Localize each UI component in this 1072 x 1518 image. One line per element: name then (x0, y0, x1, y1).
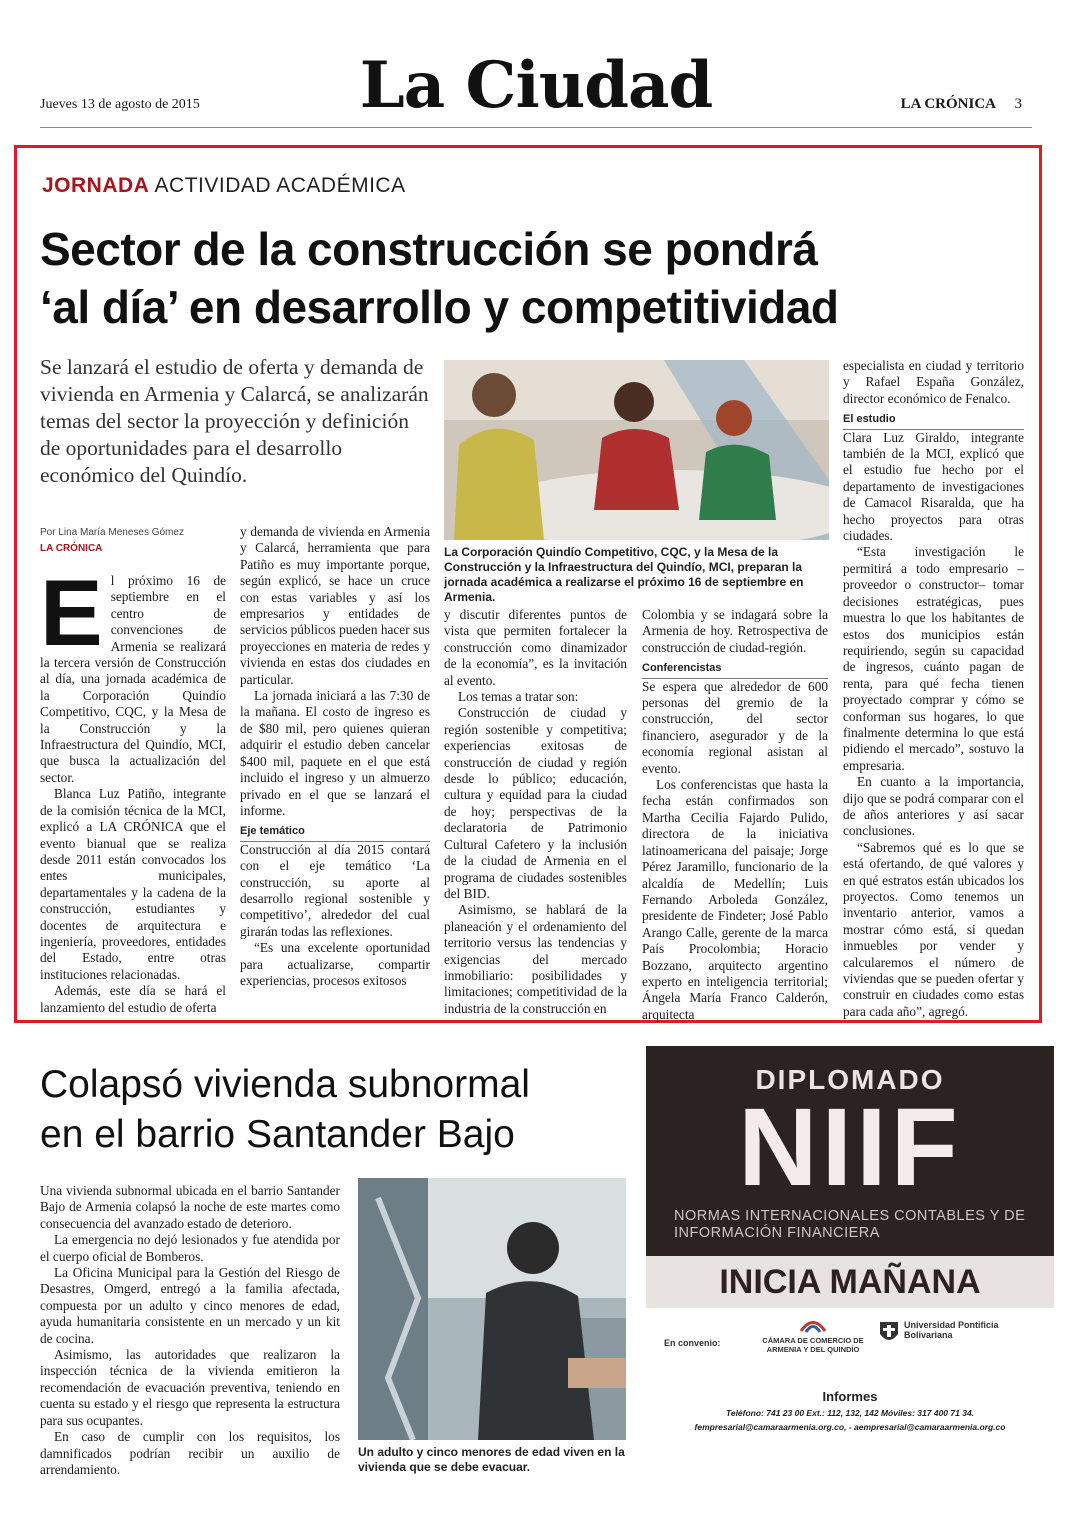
paragraph: Asimismo, las autoridades que realizaron la inspección técnica de la vivienda emitieron la recomendación de evacuación preventiva, teniendo en cuenta su estado y el riesgo que representa la estructura para sus ocupantes. (40, 1347, 340, 1428)
issue-date: Jueves 13 de agosto de 2015 (40, 97, 200, 112)
paragraph: l próximo 16 de septiembre en el centro de convenciones de Armenia se realizará la tercera versión de Construcción al día, una jornada académica de la Corporación Quindío Competitivo, CQC, y la Mesa de la Construcción y la Infraestructura del Quindío, MCI, que busca la actualización del sector. (40, 573, 226, 785)
article2-body (40, 1183, 340, 1478)
diplomado-ad (646, 1046, 1054, 1452)
paragraph: Construcción de ciudad y región sostenible y competitiva; experiencias exitosas de construcción de ciudad y región desde lo público; educación, cultura y equidad para la ciudad de hoy; perspectivas de la declaratoria de Patrimonio Cultural Cafetero y la inclusión de la ciudad de Armenia en el programa de ciudades sostenibles del BID. (444, 705, 627, 901)
meeting-photo-illustration (444, 360, 829, 540)
article-headline (40, 220, 1040, 336)
ad-big-text: NIIF (738, 1086, 962, 1209)
headline2-line-1: Colapsó vivienda subnormal (40, 1063, 530, 1106)
paragraph: Se espera que alrededor de 600 personas del gremio de la construcción, del sector financiero, asegurador y de la economía regional asistan al evento. (642, 678, 828, 776)
drop-cap: E (40, 560, 103, 665)
paragraph: y demanda de vivienda en Armenia y Calarcá, herramienta que para Patiño es muy importante porque, según explicó, se hace un cruce con estas variables y así los empresarios y entidades de servicios públicos pueden hacer sus proyecciones en materia de redes y vivienda en estas dos ciudades en particular. (240, 524, 430, 687)
paragraph: Colombia y se indagará sobre la Armenia de hoy. Retrospectiva de construcción de ciudad-región. (642, 607, 828, 655)
section-title: La Ciudad (359, 48, 713, 123)
paragraph: En cuanto a la importancia, dijo que se podrá comparar con el de años anteriores y así sacar conclusiones. (843, 774, 1024, 839)
paragraph: Además, este día se hará el lanzamiento del estudio de oferta (40, 983, 226, 1015)
upb-shield-icon (878, 1320, 900, 1346)
headline-line-1: Sector de la construcción se pondrá (40, 223, 818, 275)
ad-convenio: En convenio: (664, 1338, 721, 1348)
house-photo (358, 1178, 626, 1440)
paragraph: Asimismo, se hablará de la planeación y el ordenamiento del territorio versus las tendencias y exigencias del mercado inmobiliario: posibilidades y limitaciones; competitividad de la industria de la construcción en (444, 902, 627, 1016)
article-column-2 (240, 524, 430, 989)
paragraph: La emergencia no dejó lesionados y fue atendida por el cuerpo oficial de Bomberos. (40, 1232, 340, 1264)
upb-logo-text: Universidad Pontificia Bolivariana (904, 1320, 999, 1340)
camara-comercio-logo (758, 1318, 868, 1354)
paragraph: Una vivienda subnormal ubicada en el barrio Santander Bajo de Armenia colapsó la noche de este martes como consecuencia del avanzado estado de deterioro. (40, 1183, 340, 1231)
ad-top-text: DIPLOMADO (755, 1064, 945, 1095)
newspaper-name: LA CRÓNICA (900, 96, 996, 112)
meeting-photo (444, 360, 829, 540)
headline2-line-2: en el barrio Santander Bajo (40, 1113, 515, 1156)
article-deck: Se lanzará el estudio de oferta y demanda de vivienda en Armenia y Calarcá, se analizarán temas del sector la proyección y definición de oportunidades para el desarrollo económico del Quindío. (40, 355, 429, 487)
byline: Por Lina María Meneses Gómez (40, 527, 184, 538)
meeting-photo-caption: La Corporación Quindío Competitivo, CQC, y la Mesa de la Construcción y la Infraestructura del Quindío, MCI, preparan la jornada académica a realizarse el próximo 16 de septiembre en Armenia. (444, 545, 804, 604)
paragraph: Construcción al día 2015 contará con el eje temático ‘La construcción, su aporte al desarrollo regional sostenible y competitivo’, alrededor del cual girarán todas las reflexiones. (240, 841, 430, 939)
camara-logo-text: CÁMARA DE COMERCIO DE ARMENIA Y DEL QUINDÍO (762, 1336, 864, 1354)
ad-banner: INICIA MAÑANA (646, 1256, 1054, 1308)
ad-informes: Informes (822, 1389, 878, 1404)
article-column-1 (40, 560, 226, 1016)
paragraph: “Es una excelente oportunidad para actualizarse, compartir experiencias, procesos exitosos (240, 940, 430, 988)
ad-phone: Teléfono: 741 23 00 Ext.: 112, 132, 142 Móviles: 317 400 71 34. (725, 1408, 975, 1418)
upb-logo (878, 1320, 1024, 1340)
byline-org: LA CRÓNICA (40, 543, 103, 554)
paragraph: Clara Luz Giraldo, integrante también de la MCI, explicó que el estudio fue hecho por el departamento de investigaciones de Camacol Risaralda, que ha hecho proyectos para otras ciudades. (843, 429, 1024, 544)
subhead-estudio: El estudio (843, 411, 1024, 429)
paragraph: “Sabremos qué es lo que se está ofertando, de qué valores y en qué estratos están ubicados los proyectos. Como tenemos un inventario anterior, vamos a mostrar cómo está, si quedan inmuebles por vender y calcularemos el número de viviendas que se pueden ofertar y construir en ciudades como estas para cada año”, agregó. (843, 839, 1024, 1019)
article2-headline (40, 1060, 620, 1160)
paragraph: Blanca Luz Patiño, integrante de la comisión técnica de la MCI, explicó a LA CRÓNICA que el evento bianual que se realiza desde 2011 están convocados los entes municipales, departamentales y la cadena de la construcción, estudiantes y docentes de arquitectura e ingeniería, proveedores, entidades del Estado, entre otras instituciones relacionadas. (40, 786, 226, 982)
paragraph: La Oficina Municipal para la Gestión del Riesgo de Desastres, Omgerd, entregó a la familia afectada, compuesta por un adulto y cinco menores de edad, ayuda humanitaria consistente en un mercado y un kit de cocina. (40, 1265, 340, 1346)
house-photo-caption: Un adulto y cinco menores de edad viven en la vivienda que se debe evacuar. (358, 1445, 625, 1474)
ad-email: fempresarial@camaraarmenia.org.co, - aempresarial@camaraarmenia.org.co (694, 1422, 1006, 1432)
paragraph: Los temas a tratar son: (458, 689, 579, 705)
ad-subtitle: NORMAS INTERNACIONALES CONTABLES Y DE INFORMACIÓN FINANCIERA (674, 1208, 1026, 1241)
paragraph: En caso de cumplir con los requisitos, los damnificados podrían recibir un auxilio de arrendamiento. (40, 1429, 340, 1477)
headline-line-2: ‘al día’ en desarrollo y competitividad (40, 281, 839, 333)
paragraph: especialista en ciudad y territorio y Rafael España González, director económico de Fenalco. (843, 358, 1024, 406)
paragraph: “Esta investigación le permitirá a todo empresario –proveedor o constructor– tomar decisiones estratégicas, pues muestra lo que los habitantes de estos dos municipios están requiriendo, según su capacidad de ingresos, cuánto pagan de renta, para qué fecha tienen proyectado comprar y cómo se conforman sus hogares, lo que finalmente determina lo que está pidiendo el mercado”, sostuvo la empresaria. (843, 544, 1024, 773)
kicker-sub: ACTIVIDAD ACADÉMICA (154, 174, 406, 197)
masthead-rule (40, 127, 1032, 128)
article-column-3 (444, 607, 627, 1017)
house-photo-illustration (358, 1178, 626, 1440)
article-kicker (42, 174, 406, 198)
paragraph: y discutir diferentes puntos de vista que permiten fortalecer la construcción como dinamizador de la economía”, es la invitación al evento. (444, 607, 627, 688)
subhead-eje: Eje temático (240, 823, 430, 841)
article-column-4 (642, 607, 828, 1023)
kicker-main: JORNADA (42, 174, 150, 197)
paragraph: La jornada iniciará a las 7:30 de la mañana. El costo de ingreso es de $80 mil, pero quienes quieran adquirir el estudio deben cancelar $400 mil, paquete en el que está incluido el ingreso y un almuerzo privado en el que se lanzará el informe. (240, 688, 430, 818)
camara-logo-icon (798, 1318, 828, 1334)
subhead-conferencistas: Conferencistas (642, 660, 828, 678)
page-number: 3 (1014, 96, 1022, 112)
article-column-5 (843, 358, 1024, 1020)
paragraph: Los conferencistas que hasta la fecha están confirmados son Martha Cecilia Fajardo Pulido, directora de la iniciativa latinoamericana del paisaje; Jorge Pérez Jaramillo, funcionario de la alcaldía de Medellín; Luis Fernando Arboleda González, presidente de Findeter; José Pablo Arango Calle, gerente de la marca País Procolombia; Horacio Bozzano, arquitecto argentino experto en inteligencia territorial; Ángela María Franco Calderón, arquitecta (642, 777, 828, 1022)
